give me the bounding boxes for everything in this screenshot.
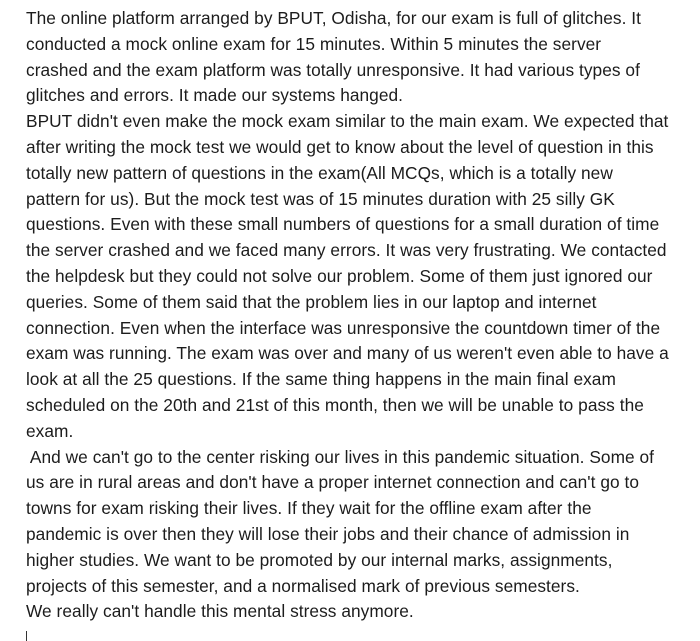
- text-line: questions. Even with these small numbers of questions for a small duration of time: [26, 214, 660, 235]
- paragraph: [26, 599, 698, 625]
- text-line: BPUT didn't even make the mock exam similar to the main exam. We expected that: [26, 111, 669, 132]
- text-line: pandemic is over then they will lose their jobs and their chance of admission in: [26, 523, 630, 544]
- text-line: scheduled on the 20th and 21st of this month, then we will be unable to pass the: [26, 394, 644, 415]
- text-line: after writing the mock test we would get to know about the level of question in this: [26, 136, 654, 157]
- text-line: look at all the 25 questions. If the same thing happens in the main final exam: [26, 369, 616, 390]
- text-line: projects of this semester, and a normalised mark of previous semesters.: [26, 575, 580, 596]
- text-line: higher studies. We want to be promoted by our internal marks, assignments,: [26, 549, 613, 570]
- text-line: exam.: [26, 420, 74, 441]
- paragraph: [26, 6, 698, 109]
- text-line: The online platform arranged by BPUT, Odisha, for our exam is full of glitches. It: [26, 8, 641, 28]
- text-line: us are in rural areas and don't have a proper internet connection and can't go to: [26, 472, 640, 493]
- text-line: pattern for us). But the mock test was of 15 minutes duration with 25 silly GK: [26, 188, 615, 209]
- text-line: conducted a mock online exam for 15 minutes. Within 5 minutes the server: [26, 33, 602, 54]
- text-line: exam was running. The exam was over and many of us weren't even able to have a: [26, 343, 669, 364]
- paragraph: [26, 109, 698, 444]
- text-line: crashed and the exam platform was totally unresponsive. It had various types of: [26, 59, 640, 80]
- text-line: queries. Some of them said that the problem lies in our laptop and internet: [26, 291, 597, 312]
- text-line: We really can't handle this mental stress anymore.: [26, 601, 414, 622]
- text-line: totally new pattern of questions in the exam(All MCQs, which is a totally new: [26, 162, 613, 183]
- text-line: the helpdesk but they could not solve our problem. Some of them just ignored our: [26, 265, 653, 286]
- text-cursor: [26, 631, 27, 641]
- text-line: towns for exam risking their lives. If they wait for the offline exam after the: [26, 498, 592, 519]
- paragraph: [26, 445, 698, 600]
- text-line: And we can't go to the center risking our lives in this pandemic situation. Some of: [26, 446, 655, 467]
- text-line: connection. Even when the interface was unresponsive the countdown timer of the: [26, 317, 661, 338]
- text-line: glitches and errors. It made our systems hanged.: [26, 85, 404, 106]
- post-body: [26, 6, 698, 625]
- text-line: the server crashed and we faced many errors. It was very frustrating. We contacted: [26, 240, 667, 261]
